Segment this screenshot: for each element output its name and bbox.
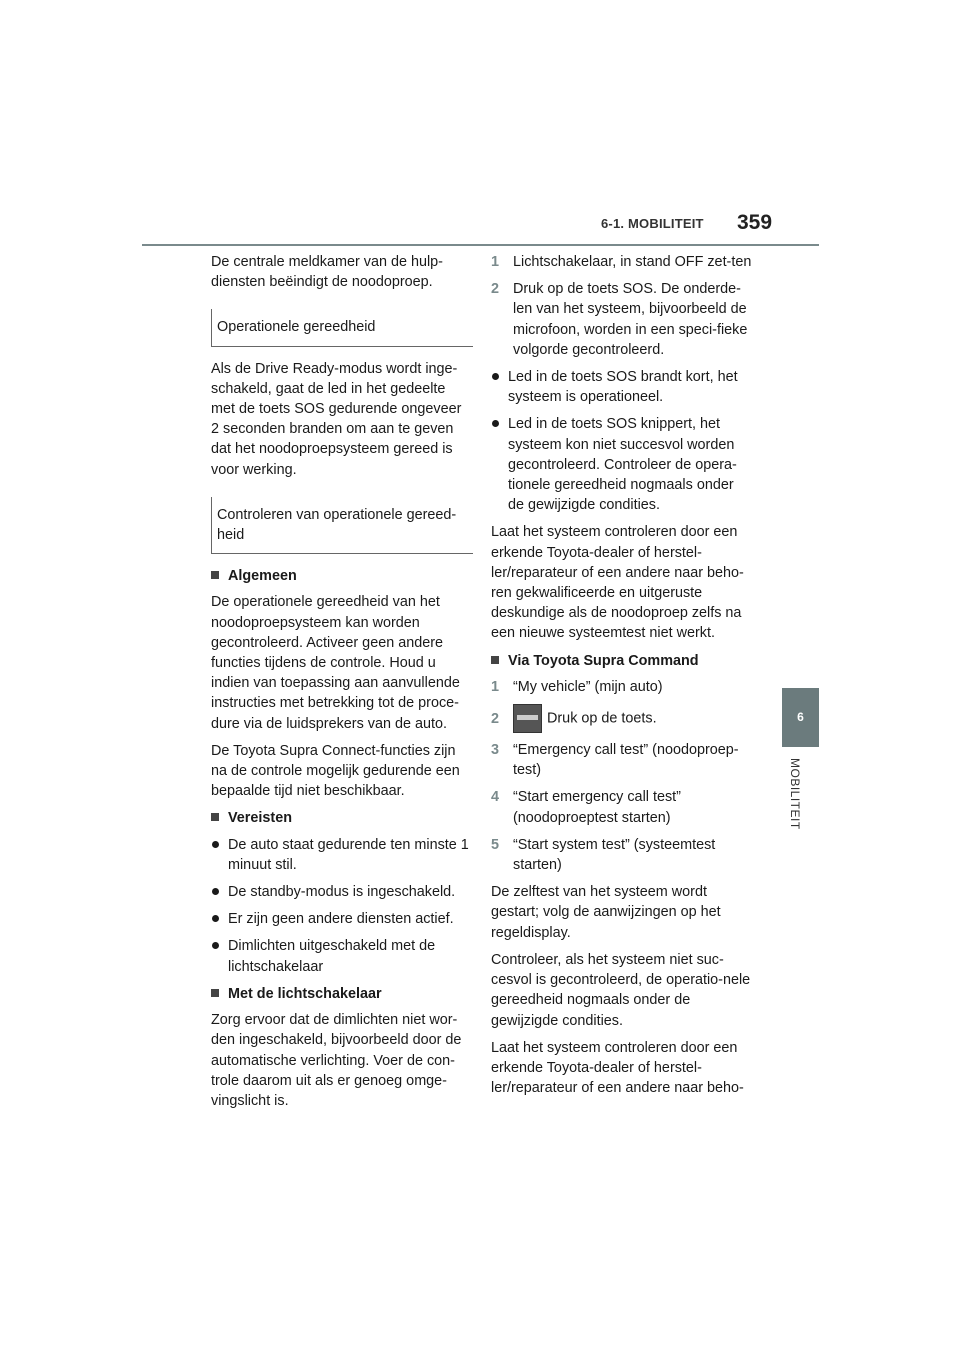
selftest-text: De zelftest van het systeem wordt gestart; volg de aanwijzingen op het regeldisplay. [491, 884, 721, 941]
step-item: 4 “Start emergency call test” (noodoproeptest starten) [491, 789, 681, 826]
right-column [491, 252, 753, 1105]
list-item: Led in de toets SOS knippert, het systeem kon niet succesvol worden gecontroleerd. Controleer de opera-tionele gereedheid nogmaals onder de gewijzigde condities. [491, 414, 753, 515]
left-column [211, 252, 473, 1118]
subheading-general: Algemeen [211, 566, 473, 586]
step-item: 2 Druk op de toets. [491, 704, 753, 733]
list-item: De auto staat gedurende ten minste 1 minuut stil. [211, 835, 473, 875]
list-item: De standby-modus is ingeschakeld. [211, 882, 473, 902]
recheck-text: Controleer, als het systeem niet suc-cesvol is gecontroleerd, de operatio-nele gereedheid nogmaals onder de gewijzigde condities. [491, 951, 751, 1029]
step-item: 3 “Emergency call test” (noodoproep-test) [491, 742, 739, 779]
section-heading-check: Controleren van operationele gereed-heid [211, 497, 473, 554]
list-item: Dimlichten uitgeschakeld met de lichtschakelaar [211, 936, 473, 976]
section-heading-readiness: Operationele gereedheid [211, 309, 473, 346]
square-marker-icon [211, 571, 219, 579]
connect-text: De Toyota Supra Connect-functies zijn na de controle mogelijk gedurende een bepaalde tijd niet beschikbaar. [211, 742, 460, 800]
readiness-text: Als de Drive Ready-modus wordt inge-schakeld, gaat de led in het gedeelte met de toets SOS gedurende ongeveer 2 seconden branden om aan te geven dat het noodoproepsysteem gereed is voor werking. [211, 360, 462, 478]
step-item: 2 Druk op de toets SOS. De onderde-len van het systeem, bijvoorbeeld de microfoon, worden in een speci-fieke volgorde gecontroleerd. [491, 281, 748, 358]
header-section-title: 6-1. MOBILITEIT [601, 216, 704, 231]
step-item: 5 “Start system test” (systeemtest starten) [491, 836, 716, 874]
intro-text: De centrale meldkamer van de hulp-diensten beëindigt de noodoproep. [211, 254, 443, 291]
list-item: Led in de toets SOS brandt kort, het systeem is operationeel. [491, 367, 753, 407]
light-switch-text: Zorg ervoor dat de dimlichten niet wor-den ingeschakeld, bijvoorbeeld door de automatische verlichting. Voer de con-trole daarom uit als er genoeg omge-vingslicht is. [211, 1012, 462, 1109]
subheading-light-switch: Met de lichtschakelaar [211, 984, 473, 1004]
dealer-text: Laat het systeem controleren door een erkende Toyota-dealer of herstel-ler/reparateur of een andere naar beho-ren gekwalificeerde en uitgeruste deskundige als de noodoproep zelfs na een nieuwe systeemtest niet werkt. [491, 524, 744, 642]
step-item: 1 Lichtschakelaar, in stand OFF zet-ten [491, 254, 752, 270]
square-marker-icon [491, 656, 499, 664]
chapter-label: MOBILITEIT [788, 758, 802, 830]
subheading-requirements: Vereisten [211, 808, 473, 828]
general-text: De operationele gereedheid van het noodoproepsysteem kan worden gecontroleerd. Activeer geen andere functies tijdens de controle. Houd u indien van toepassing aan aanvullende instructies met betrekking tot de proce-dure via de luidsprekers van de auto. [211, 594, 460, 732]
page-number: 359 [737, 211, 773, 234]
chapter-tab: 6 [782, 688, 819, 747]
square-marker-icon [211, 813, 219, 821]
subheading-command: Via Toyota Supra Command [491, 651, 753, 671]
dealer-text-2: Laat het systeem controleren door een erkende Toyota-dealer of herstel-ler/reparateur of een andere naar beho- [491, 1039, 744, 1097]
square-marker-icon [211, 989, 219, 997]
header-rule [142, 244, 819, 246]
step-item: 1 “My vehicle” (mijn auto) [491, 678, 663, 695]
list-item: Er zijn geen andere diensten actief. [211, 909, 473, 929]
option-button-icon [513, 704, 542, 733]
